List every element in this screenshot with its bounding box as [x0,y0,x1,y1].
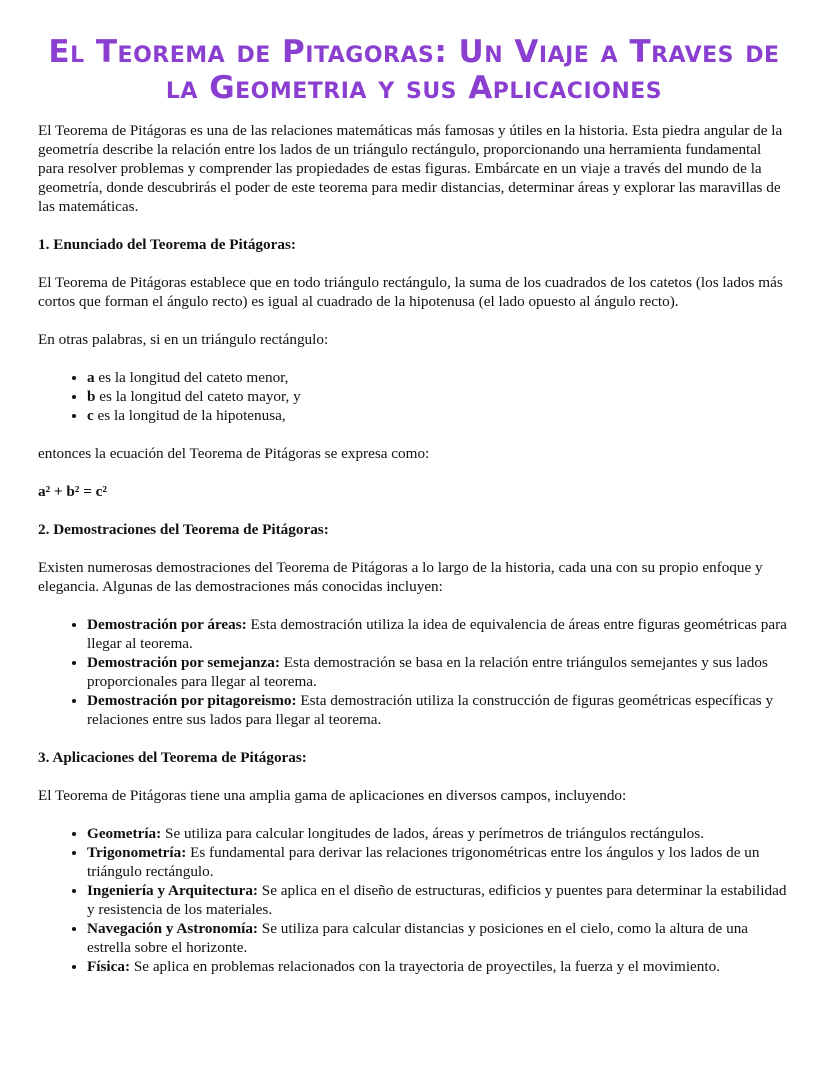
list-item-term: Navegación y Astronomía: [87,920,258,937]
document-title: El Teorema de Pitagoras: Un Viaje a Traves de la Geometria y sus Aplicaciones [48,34,780,106]
intro-paragraph: El Teorema de Pitágoras es una de las relaciones matemáticas más famosas y útiles en la historia. Esta piedra angular de la geometría describe la relación entre los lados de un triángulo rectángulo, proporcionando una herramienta fundamental para resolver problemas y comprender las propiedades de estas figuras. Embárcate en un viaje a través del mundo de la geometría, donde descubrirás el poder de este teorema para medir distancias, determinar áreas y explorar las maravillas de las matemáticas. [38,122,783,215]
list-item-text: Esta demostración se basa en la relación entre triángulos semejantes y sus lados proporcionales para llegar al teorema. [87,654,768,690]
list-item [87,824,790,843]
list-item-text: Se utiliza para calcular longitudes de lados, áreas y perímetros de triángulos rectángulos. [161,825,704,842]
list-item-term: Demostración por semejanza: [87,654,280,671]
proofs-list [38,615,790,729]
list-item-text: es la longitud del cateto mayor, y [95,388,301,405]
section-2-heading: 2. Demostraciones del Teorema de Pitágoras: [38,521,329,538]
list-item [87,653,790,691]
list-item-text: Esta demostración utiliza la construcción de figuras geométricas específicas y relaciones entre sus lados para llegar al teorema. [87,692,774,728]
list-item [87,406,790,425]
section-2-paragraph: Existen numerosas demostraciones del Teorema de Pitágoras a lo largo de la historia, cada una con su propio enfoque y elegancia. Algunas de las demostraciones más conocidas incluyen: [38,559,763,595]
list-item [87,368,790,387]
list-item-text: Se aplica en el diseño de estructuras, edificios y puentes para determinar la estabilidad y resistencia de los materiales. [87,882,787,918]
list-item-term: Demostración por pitagoreismo: [87,692,297,709]
list-item-term: Física: [87,958,131,975]
list-item-text: Se utiliza para calcular distancias y posiciones en el cielo, como la altura de una estrella sobre el horizonte. [87,920,749,956]
document-page [38,34,790,995]
list-item [87,387,790,406]
list-item-term: Trigonometría: [87,844,187,861]
equation-line [38,482,790,501]
section-1-lead-in: En otras palabras, si en un triángulo rectángulo: [38,331,329,348]
section-1-paragraph: El Teorema de Pitágoras establece que en todo triángulo rectángulo, la suma de los cuadrados de los catetos (los lados más cortos que forman el ángulo recto) es igual al cuadrado de la hipotenusa (el lado opuesto al ángulo recto). [38,274,783,310]
list-item-term: b [87,388,96,405]
section-3-heading: 3. Aplicaciones del Teorema de Pitágoras: [38,749,307,766]
list-item-text: Se aplica en problemas relacionados con la trayectoria de proyectiles, la fuerza y el movimiento. [130,958,720,975]
list-item [87,919,790,957]
equation-lead-in: entonces la ecuación del Teorema de Pitágoras se expresa como: [38,445,430,462]
list-item [87,615,790,653]
section-1-heading: 1. Enunciado del Teorema de Pitágoras: [38,236,296,253]
section-3-paragraph: El Teorema de Pitágoras tiene una amplia gama de aplicaciones en diversos campos, incluyendo: [38,787,627,804]
list-item-text: Es fundamental para derivar las relaciones trigonométricas entre los ángulos y los lados de un triángulo rectángulo. [87,844,760,880]
list-item [87,881,790,919]
list-item-term: Ingeniería y Arquitectura: [87,882,258,899]
list-item-term: Demostración por áreas: [87,616,247,633]
list-item [87,957,790,976]
list-item [87,691,790,729]
equation: a² + b² = c² [38,483,107,500]
list-item [87,843,790,881]
list-item-term: c [87,407,94,424]
list-item-text: es la longitud de la hipotenusa, [93,407,286,424]
list-item-term: a [87,369,95,386]
list-item-text: es la longitud del cateto menor, [94,369,289,386]
list-item-term: Geometría: [87,825,162,842]
variables-list [38,368,790,425]
list-item-text: Esta demostración utiliza la idea de equivalencia de áreas entre figuras geométricas para llegar al teorema. [87,616,787,652]
applications-list [38,824,790,976]
